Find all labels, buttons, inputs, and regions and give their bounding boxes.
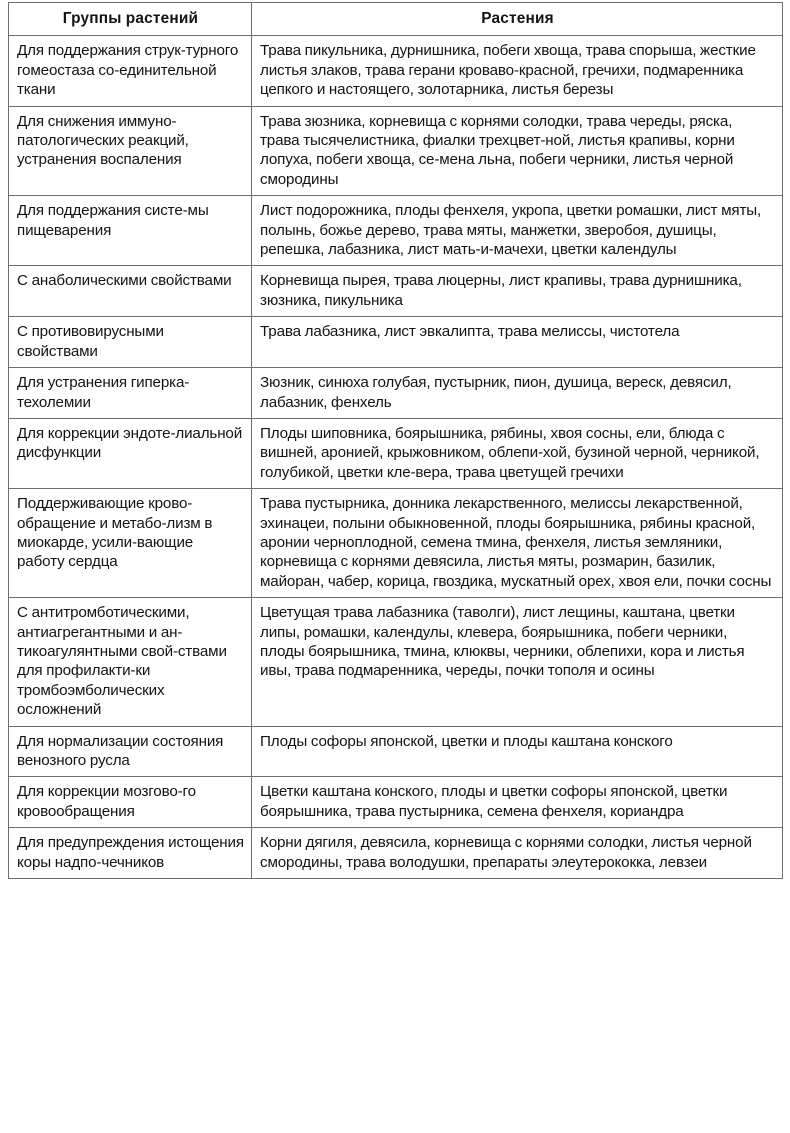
table-row: [9, 828, 783, 879]
cell-plant-group: Для поддержания струк-турного гомеостаза со-единительной ткани: [9, 36, 252, 106]
table-row: [9, 317, 783, 368]
cell-plants: Плоды софоры японской, цветки и плоды каштана конского: [252, 726, 783, 777]
cell-plant-group: Для устранения гиперка-техолемии: [9, 368, 252, 419]
cell-plant-group: Для предупреждения истощения коры надпо-чечников: [9, 828, 252, 879]
cell-plants: Трава пустырника, донника лекарственного, мелиссы лекарственной, эхинацеи, полыни обыкновенной, плоды боярышника, рябины красной, аронии черноплодной, семена тмина, фенхеля, листья земляники, корневища с корнями девясила, листья мяты, розмарин, базилик, майоран, чабер, корица, гвоздика, мускатный орех, хвоя ели, почки сосны: [252, 489, 783, 598]
table-row: [9, 489, 783, 598]
cell-plant-group: Для снижения иммуно-патологических реакций, устранения воспаления: [9, 106, 252, 196]
table-row: [9, 598, 783, 726]
cell-plant-group: Для коррекции мозгово-го кровообращения: [9, 777, 252, 828]
column-header-plants: Растения: [252, 3, 783, 36]
cell-plants: Зюзник, синюха голубая, пустырник, пион, душица, вереск, девясил, лабазник, фенхель: [252, 368, 783, 419]
table-row: [9, 777, 783, 828]
cell-plants: Трава зюзника, корневища с корнями солодки, трава череды, ряска, трава тысячелистника, фиалки трехцвет-ной, листья крапивы, корни лопуха, побеги хвоща, се-мена льна, побеги черники, листья черной смородины: [252, 106, 783, 196]
cell-plants: Корни дягиля, девясила, корневища с корнями солодки, листья черной смородины, трава володушки, препараты элеутерококка, левзеи: [252, 828, 783, 879]
table-row: [9, 368, 783, 419]
table-header-row: [9, 3, 783, 36]
cell-plants: Цветки каштана конского, плоды и цветки софоры японской, цветки боярышника, трава пустырника, семена фенхеля, кориандра: [252, 777, 783, 828]
cell-plant-group: Для поддержания систе-мы пищеварения: [9, 196, 252, 266]
cell-plants: Лист подорожника, плоды фенхеля, укропа, цветки ромашки, лист мяты, полынь, божье дерево, трава мяты, манжетки, зверобоя, душицы, репешка, лабазника, лист мать-и-мачехи, цветки календулы: [252, 196, 783, 266]
cell-plants: Цветущая трава лабазника (таволги), лист лещины, каштана, цветки липы, ромашки, календулы, клевера, боярышника, побеги черники, плоды боярышника, тмина, клюквы, черники, облепихи, кора и листья ивы, трава подмаренника, череды, почки тополя и осины: [252, 598, 783, 726]
table-row: [9, 726, 783, 777]
cell-plant-group: С противовирусными свойствами: [9, 317, 252, 368]
cell-plants: Корневища пырея, трава люцерны, лист крапивы, трава дурнишника, зюзника, пикульника: [252, 266, 783, 317]
table-row: [9, 106, 783, 196]
cell-plant-group: Поддерживающие крово-обращение и метабо-лизм в миокарде, усили-вающие работу сердца: [9, 489, 252, 598]
cell-plants: Плоды шиповника, боярышника, рябины, хвоя сосны, ели, блюда с вишней, аронией, крыжовником, облепи-хой, бузиной черной, черникой, голубикой, цветки кле-вера, трава цветущей гречихи: [252, 418, 783, 488]
table-row: [9, 266, 783, 317]
cell-plant-group: Для коррекции эндоте-лиальной дисфункции: [9, 418, 252, 488]
cell-plant-group: С анаболическими свойствами: [9, 266, 252, 317]
table-body: [9, 36, 783, 879]
table-row: [9, 196, 783, 266]
cell-plants: Трава пикульника, дурнишника, побеги хвоща, трава спорыша, жесткие листья злаков, трава герани кроваво-красной, гречихи, подмаренника цепкого и настоящего, золотарника, листья березы: [252, 36, 783, 106]
cell-plant-group: С антитромботическими, антиагрегантными и ан-тикоагулянтными свой-ствами для профилакти-ки тромбоэмболических осложнений: [9, 598, 252, 726]
plant-groups-table: [8, 2, 783, 879]
table-row: [9, 418, 783, 488]
column-header-groups: Группы растений: [9, 3, 252, 36]
cell-plant-group: Для нормализации состояния венозного русла: [9, 726, 252, 777]
cell-plants: Трава лабазника, лист эвкалипта, трава мелиссы, чистотела: [252, 317, 783, 368]
table-row: [9, 36, 783, 106]
table-header: [9, 3, 783, 36]
